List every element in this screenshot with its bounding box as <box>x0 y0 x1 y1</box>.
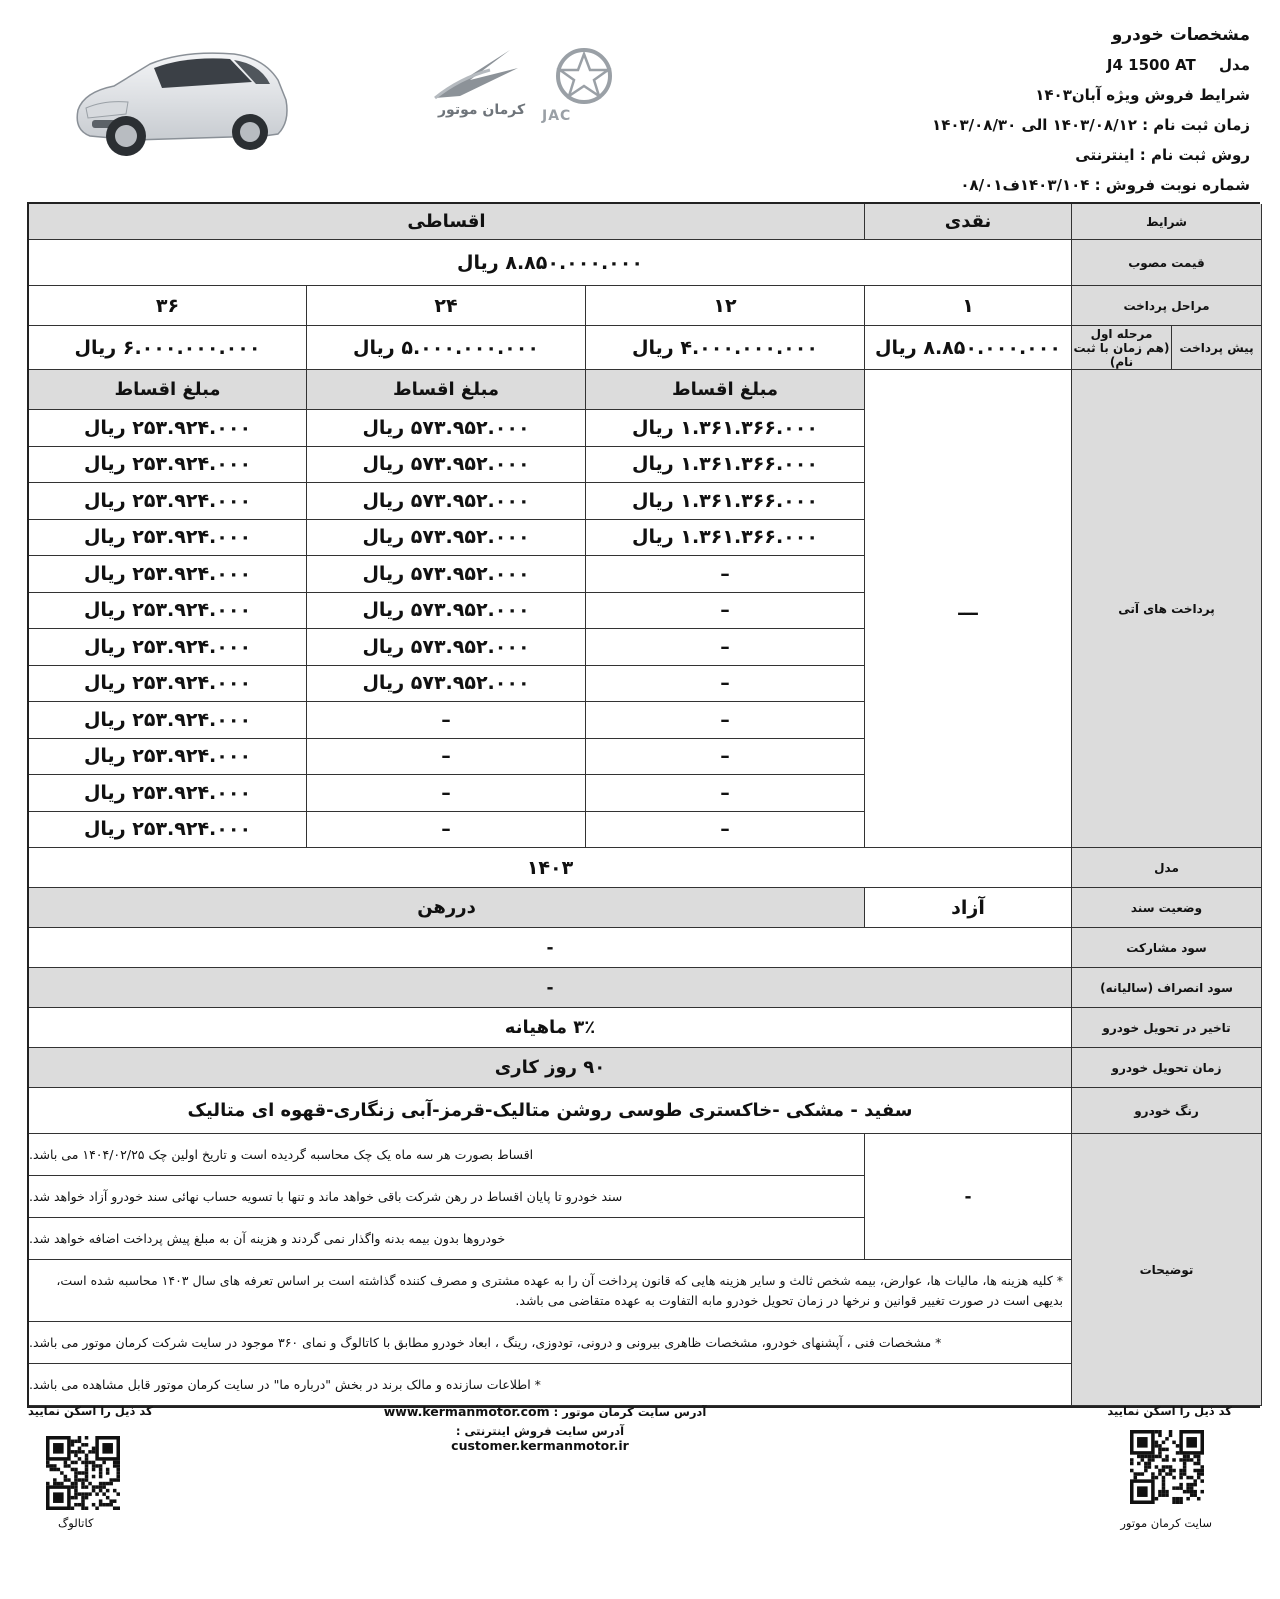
price-value: ۸.۸۵۰.۰۰۰.۰۰۰ ریال <box>29 240 1072 286</box>
kerman-logo-text: کرمان موتور <box>438 102 526 118</box>
spec-title: مشخصات خودرو <box>1111 25 1250 45</box>
future-payments-label: پرداخت های آتی <box>1072 370 1262 848</box>
installment-cell: – <box>586 812 865 849</box>
registration-period: زمان ثبت نام : ۱۴۰۳/۰۸/۱۲ الی ۱۴۰۳/۰۸/۳۰ <box>932 116 1250 134</box>
installment-cell: ۵۷۳.۹۵۲.۰۰۰ ریال <box>307 556 586 593</box>
doc-status-cash: آزاد <box>865 888 1072 928</box>
installment-note: اقساط بصورت هر سه ماه یک چک محاسبه گردیده است و تاریخ اولین چک ۱۴۰۴/۰۲/۲۵ می باشد. <box>29 1134 865 1176</box>
installment-cell: ۲۵۳.۹۲۴.۰۰۰ ریال <box>29 556 307 593</box>
stages-label: مراحل پرداخت <box>1072 286 1262 326</box>
installment-cell: ۵۷۳.۹۵۲.۰۰۰ ریال <box>307 447 586 484</box>
scan-hint-left: کد ذیل را اسکن نمایید <box>28 1404 153 1418</box>
partnership-value: - <box>29 928 1072 968</box>
cancel-label: سود انصراف (سالیانه) <box>1072 968 1262 1008</box>
installment-cell: ۵۷۳.۹۵۲.۰۰۰ ریال <box>307 629 586 666</box>
installment-amount-header-0: مبلغ اقساط <box>586 370 865 410</box>
installment-cell: ۲۵۳.۹۲۴.۰۰۰ ریال <box>29 739 307 776</box>
doc-status-label: وضعیت سند <box>1072 888 1262 928</box>
installment-cell: ۵۷۳.۹۵۲.۰۰۰ ریال <box>307 666 586 703</box>
first-stage-sub: (هم زمان با ثبت نام) <box>1073 340 1170 369</box>
model-label: مدل <box>1219 56 1250 74</box>
installment-note: خودروها بدون بیمه بدنه واگذار نمی گردند و هزینه آن به مبلغ پیش پرداخت اضافه خواهد شد. <box>29 1218 865 1260</box>
installment-header: اقساطی <box>29 204 865 240</box>
stage-1: ۱۲ <box>586 286 865 326</box>
installment-cell: ۲۵۳.۹۲۴.۰۰۰ ریال <box>29 775 307 812</box>
installment-cell: – <box>586 629 865 666</box>
installment-cell: ۱.۳۶۱.۳۶۶.۰۰۰ ریال <box>586 410 865 447</box>
cash-future-payments: ـــ <box>865 370 1072 848</box>
sales-url[interactable]: customer.kermanmotor.ir <box>451 1438 629 1453</box>
kerman-logo-icon <box>430 48 520 108</box>
page-footer <box>0 1404 1280 1599</box>
sales-address <box>370 1424 710 1453</box>
installment-cell: – <box>586 702 865 739</box>
model-line <box>932 50 1250 80</box>
site-label: آدرس سایت کرمان موتور : <box>553 1405 707 1419</box>
prepayment-2: ۵.۰۰۰.۰۰۰.۰۰۰ ریال <box>307 326 586 370</box>
installment-cell: ۱.۳۶۱.۳۶۶.۰۰۰ ریال <box>586 520 865 557</box>
registration-method: روش ثبت نام : اینترنتی <box>1075 146 1250 164</box>
conditions-label: شرایط <box>1072 204 1262 240</box>
sale-title: شرایط فروش ویژه آبان۱۴۰۳ <box>1035 86 1250 104</box>
installment-cell: ۱.۳۶۱.۳۶۶.۰۰۰ ریال <box>586 483 865 520</box>
installment-cell: ۵۷۳.۹۵۲.۰۰۰ ریال <box>307 520 586 557</box>
qr-caption-catalog: کاتالوگ <box>58 1516 94 1530</box>
installment-cell: – <box>307 812 586 849</box>
sale-number: شماره نوبت فروش : ۱۴۰۳/۱۰۴ف۰۸/۰۱ <box>960 176 1250 194</box>
color-value: سفید - مشکی -خاکستری طوسی روشن متالیک-قرمز-آبی زنگاری-قهوه ای متالیک <box>29 1088 1072 1134</box>
jac-star-icon <box>542 48 626 108</box>
stage-2: ۲۴ <box>307 286 586 326</box>
installment-cell: – <box>586 739 865 776</box>
model-value: J4 1500 AT <box>1106 56 1196 74</box>
installment-cell: ۵۷۳.۹۵۲.۰۰۰ ریال <box>307 410 586 447</box>
prepayment-3: ۶.۰۰۰.۰۰۰.۰۰۰ ریال <box>29 326 307 370</box>
sale-conditions-table <box>27 202 1260 1408</box>
model-year: ۱۴۰۳ <box>29 848 1072 888</box>
installment-cell: ۵۷۳.۹۵۲.۰۰۰ ریال <box>307 593 586 630</box>
qr-caption-site: سایت کرمان موتور <box>1120 1516 1212 1530</box>
car-image <box>64 36 294 166</box>
spec-block <box>932 20 1250 200</box>
color-label: رنگ خودرو <box>1072 1088 1262 1134</box>
installment-cell: – <box>586 593 865 630</box>
cash-header: نقدی <box>865 204 1072 240</box>
stage-0: ۱ <box>865 286 1072 326</box>
installment-cell: – <box>586 775 865 812</box>
notes-label: توضیحات <box>1072 1134 1262 1406</box>
installment-cell: ۲۵۳.۹۲۴.۰۰۰ ریال <box>29 410 307 447</box>
installment-cell: ۲۵۳.۹۲۴.۰۰۰ ریال <box>29 593 307 630</box>
installment-cell: ۵۷۳.۹۵۲.۰۰۰ ریال <box>307 483 586 520</box>
delivery-label: زمان تحویل خودرو <box>1072 1048 1262 1088</box>
sales-label: آدرس سایت فروش اینترنتی : <box>455 1424 625 1438</box>
price-label: قیمت مصوب <box>1072 240 1262 286</box>
installment-note: سند خودرو تا پایان اقساط در رهن شرکت باقی خواهد ماند و تنها با تسویه حساب نهائی سند خودرو آزاد خواهد شد. <box>29 1176 865 1218</box>
installment-cell: – <box>307 739 586 776</box>
installment-cell: ۲۵۳.۹۲۴.۰۰۰ ریال <box>29 520 307 557</box>
delay-value: ۳٪ ماهیانه <box>29 1008 1072 1048</box>
installment-cell: – <box>307 702 586 739</box>
page-header <box>0 0 1280 200</box>
brand-logos <box>430 48 640 128</box>
cancel-value: - <box>29 968 1072 1008</box>
installment-cell: ۲۵۳.۹۲۴.۰۰۰ ریال <box>29 629 307 666</box>
installment-cell: ۲۵۳.۹۲۴.۰۰۰ ریال <box>29 702 307 739</box>
installment-cell: ۲۵۳.۹۲۴.۰۰۰ ریال <box>29 666 307 703</box>
installment-amount-header-2: مبلغ اقساط <box>29 370 307 410</box>
delivery-value: ۹۰ روز کاری <box>29 1048 1072 1088</box>
installment-amount-header-1: مبلغ اقساط <box>307 370 586 410</box>
installment-cell: – <box>307 775 586 812</box>
delay-label: تاخیر در تحویل خودرو <box>1072 1008 1262 1048</box>
first-stage-label <box>1072 326 1172 370</box>
installment-cell: ۲۵۳.۹۲۴.۰۰۰ ریال <box>29 447 307 484</box>
site-address <box>380 1404 710 1419</box>
partnership-label: سود مشارکت <box>1072 928 1262 968</box>
installment-cell: – <box>586 666 865 703</box>
installment-cell: – <box>586 556 865 593</box>
prepayment-label: پیش پرداخت <box>1172 326 1262 370</box>
qr-code-catalog-icon[interactable] <box>40 1436 126 1510</box>
doc-status-installment: دررهن <box>29 888 865 928</box>
installment-cell: ۲۵۳.۹۲۴.۰۰۰ ریال <box>29 812 307 849</box>
general-note: * مشخصات فنی ، آپشنهای خودرو، مشخصات ظاهری بیرونی و درونی، تودوزی، رینگ ، ابعاد خودرو مطابق با کاتالوگ و نمای ۳۶۰ موجود در سایت شرکت کرمان موتور می باشد. <box>29 1322 1072 1364</box>
site-url[interactable]: www.kermanmotor.com <box>383 1404 550 1419</box>
prepayment-1: ۴.۰۰۰.۰۰۰.۰۰۰ ریال <box>586 326 865 370</box>
jac-logo-text: JAC <box>542 108 572 124</box>
model-year-label: مدل <box>1072 848 1262 888</box>
installment-cell: ۱.۳۶۱.۳۶۶.۰۰۰ ریال <box>586 447 865 484</box>
first-stage-title: مرحله اول <box>1090 326 1153 341</box>
prepayment-0: ۸.۸۵۰.۰۰۰.۰۰۰ ریال <box>865 326 1072 370</box>
installment-cell: ۲۵۳.۹۲۴.۰۰۰ ریال <box>29 483 307 520</box>
qr-code-site-icon[interactable] <box>1124 1430 1210 1504</box>
general-note: * کلیه هزینه ها، مالیات ها، عوارض، بیمه شخص ثالث و سایر هزینه هایی که قانون پرداخت آن را به عهده مشتری و مصرف کننده گذاشته است بر اساس تعرفه های سال ۱۴۰۳ محاسبه شده است، بدیهی است در صورت تغییر قوانین و نرخها در زمان تحویل خودرو مابه التفاوت به عهده متقاضی می باشد. <box>29 1260 1072 1322</box>
general-note: * اطلاعات سازنده و مالک برند در بخش "درباره ما" در سایت کرمان موتور قابل مشاهده می باشد. <box>29 1364 1072 1406</box>
stage-3: ۳۶ <box>29 286 307 326</box>
scan-hint-right: کد ذیل را اسکن نمایید <box>1107 1404 1232 1418</box>
notes-cash: - <box>865 1134 1072 1260</box>
